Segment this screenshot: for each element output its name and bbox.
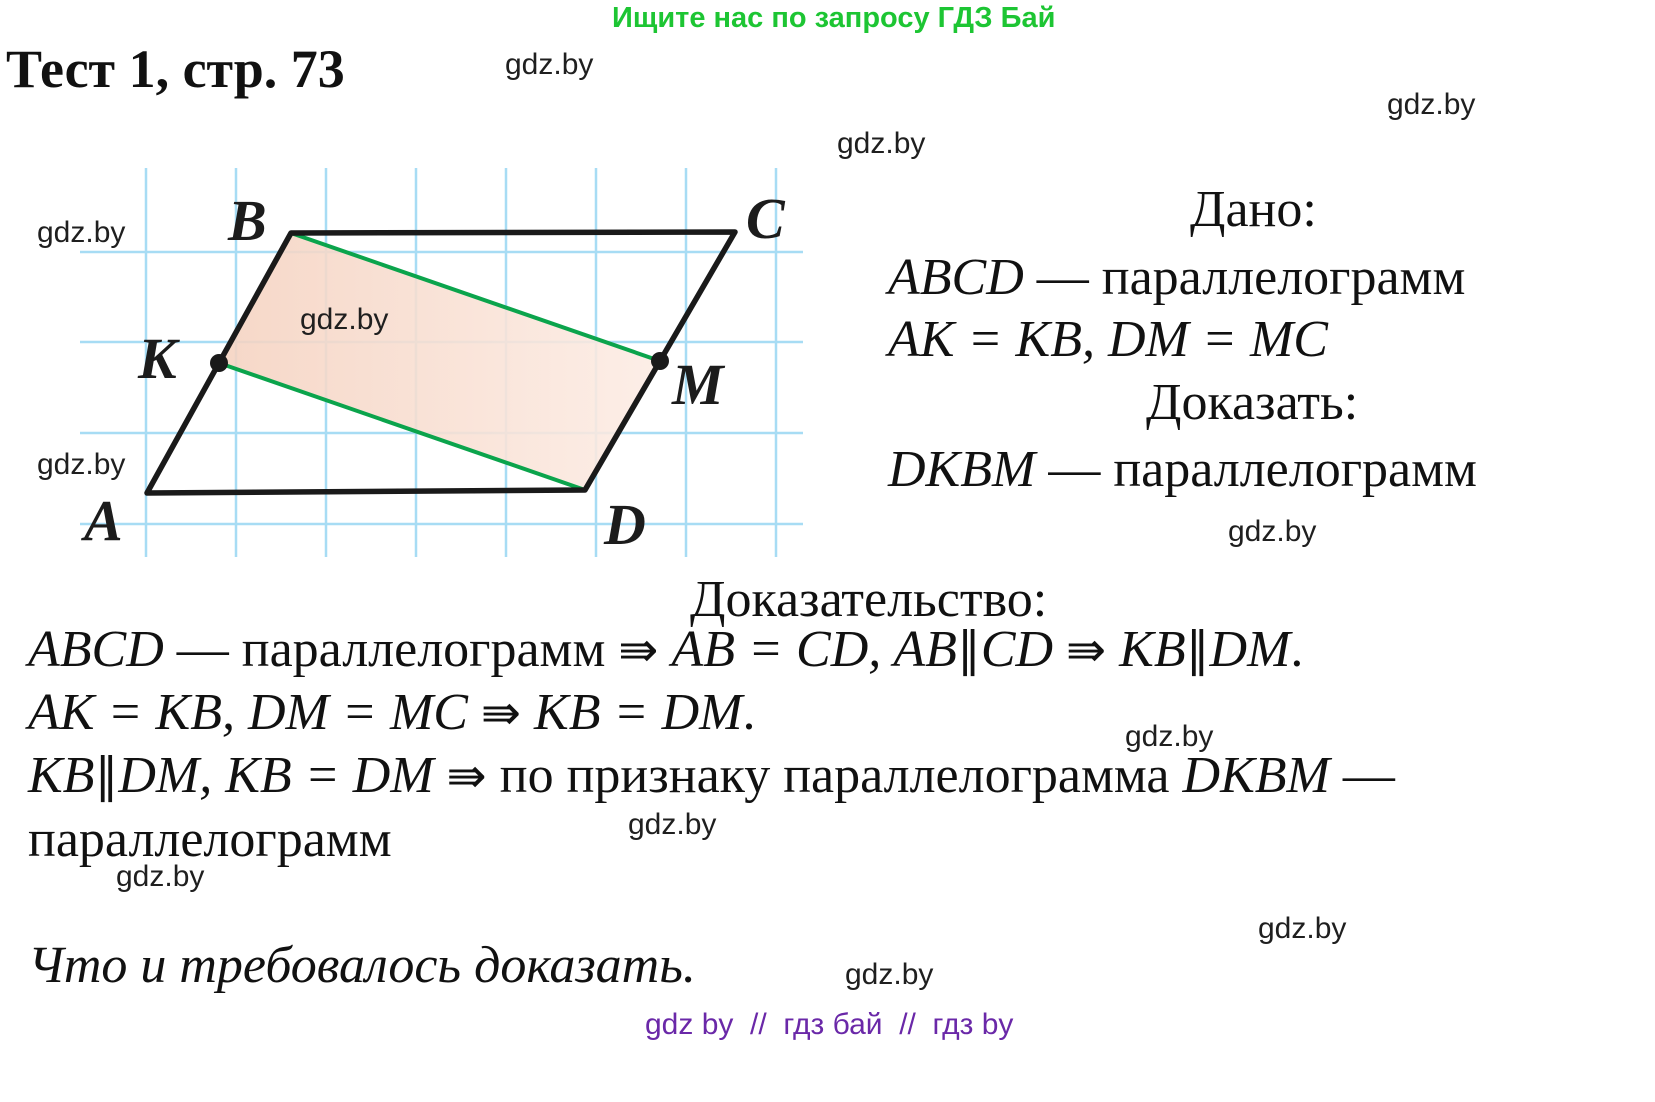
gdz-watermark: gdz.by — [300, 303, 389, 336]
gdz-watermark: gdz.by — [1387, 88, 1476, 121]
gdz-watermark: gdz.by — [628, 808, 717, 841]
gdz-watermark: gdz.by — [505, 48, 594, 81]
given-line-abcd: ABCD — параллелограмм — [888, 249, 1466, 306]
vertex-label-M: M — [672, 352, 724, 417]
vertex-label-B: B — [228, 188, 267, 253]
vertex-label-D: D — [604, 492, 646, 557]
page-title: Тест 1, стр. 73 — [6, 39, 345, 99]
gdz-watermark: gdz.by — [116, 860, 205, 893]
prove-heading: Доказать: — [1146, 374, 1359, 431]
gdz-watermark: gdz.by — [1228, 515, 1317, 548]
point-M-dot — [651, 352, 669, 370]
gdz-watermark: gdz.by — [37, 216, 126, 249]
gdz-watermark: gdz.by — [37, 448, 126, 481]
proof-line-4: параллелограмм — [28, 811, 392, 868]
geometry-diagram — [0, 0, 840, 590]
gdz-watermark: gdz.by — [1125, 720, 1214, 753]
proof-line-1: ABCD — параллелограмм ⇛ AB = CD, AB∥CD ⇛ KB∥DM. — [28, 621, 1304, 678]
footer-credits: gdz by // гдз бай // гдз by — [645, 1008, 1014, 1041]
given-line-ak-kb: AK = KB, DM = MC — [888, 311, 1328, 368]
vertex-label-K: K — [138, 326, 177, 391]
point-K-dot — [210, 354, 228, 372]
proof-line-2: AK = KB, DM = MC ⇛ KB = DM. — [28, 684, 756, 741]
proof-line-3: KB∥DM, KB = DM ⇛ по признаку параллелограмма DKBM — — [28, 747, 1395, 804]
gdz-watermark: gdz.by — [1258, 912, 1347, 945]
promo-banner: Ищите нас по запросу ГДЗ Бай — [612, 2, 1056, 34]
shaded-region-KBMD — [219, 233, 660, 490]
proof-heading: Доказательство: — [690, 571, 1048, 628]
vertex-label-C: C — [746, 186, 785, 251]
gdz-watermark: gdz.by — [837, 127, 926, 160]
prove-line-dkbm: DKBM — параллелограмм — [888, 441, 1477, 498]
qed-line: Что и требовалось доказать. — [28, 937, 696, 994]
given-heading: Дано: — [1190, 181, 1317, 238]
gdz-watermark: gdz.by — [845, 958, 934, 991]
vertex-label-A: A — [84, 488, 123, 553]
